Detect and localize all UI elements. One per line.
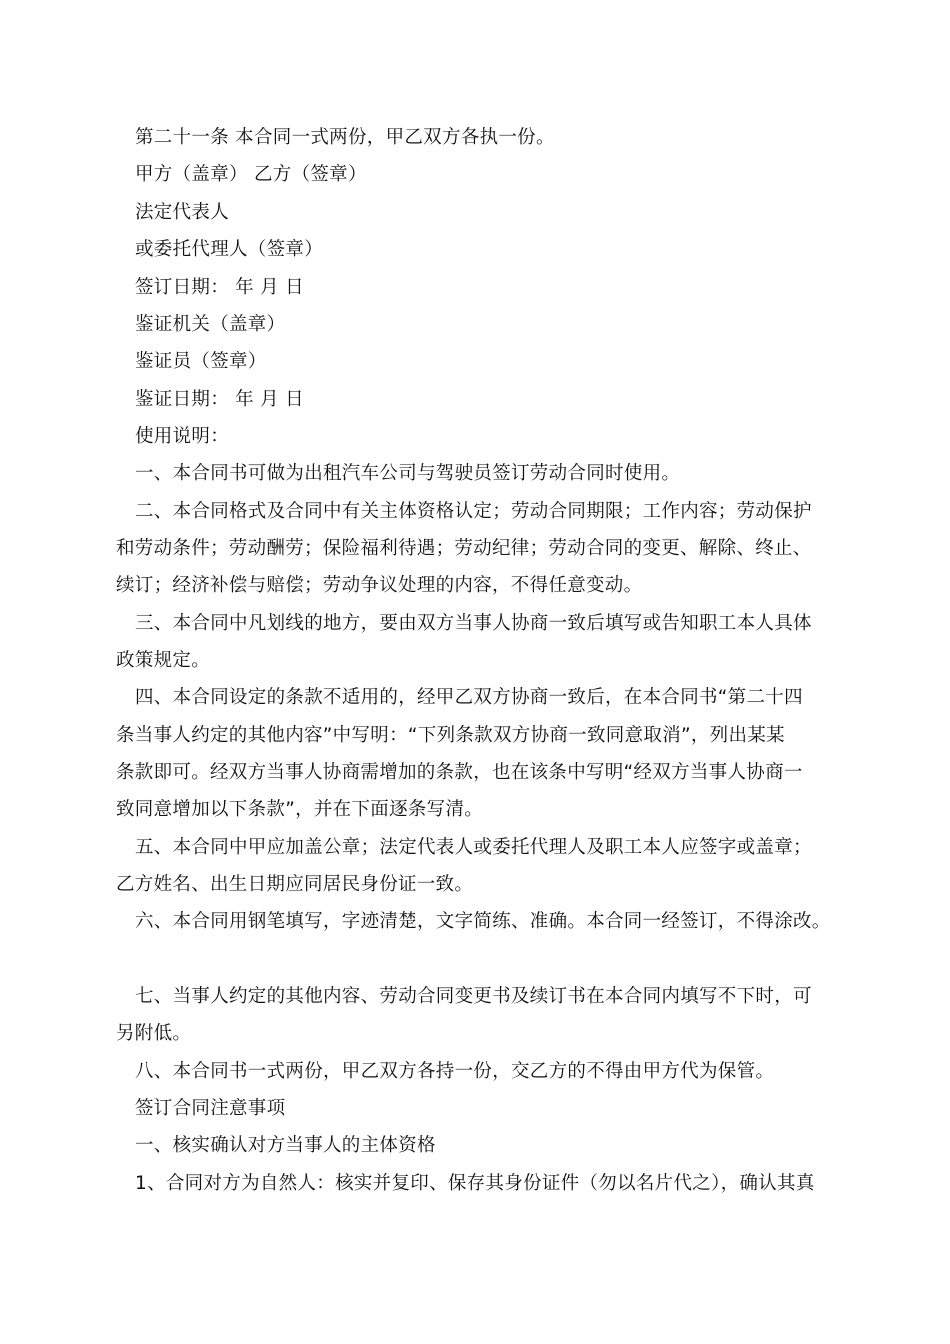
usage-note-2-line-2: 和劳动条件；劳动酬劳；保险福利待遇；劳动纪律；劳动合同的变更、解除、终止、 [116, 538, 812, 559]
precautions-heading: 签订合同注意事项 [135, 1098, 286, 1119]
usage-note-4-line-1: 四、本合同设定的条款不适用的，经甲乙双方协商一致后，在本合同书“第二十四 [135, 687, 803, 708]
precaution-item-1: 1、合同对方为自然人：核实并复印、保存其身份证件（勿以名片代之），确认其真 [135, 1173, 815, 1194]
usage-note-8: 八、本合同书一式两份，甲乙双方各持一份，交乙方的不得由甲方代为保管。 [135, 1061, 775, 1082]
certification-date: 鉴证日期： 年 月 日 [135, 389, 304, 410]
usage-note-3-line-2: 政策规定。 [116, 650, 211, 671]
usage-notes-heading: 使用说明： [135, 426, 230, 447]
usage-note-6: 六、本合同用钢笔填写，字迹清楚，文字简练、准确。本合同一经签订，不得涂改。 [135, 911, 831, 932]
usage-note-4-line-3: 条款即可。经双方当事人协商需增加的条款，也在该条中写明“经双方当事人协商一 [116, 762, 803, 783]
usage-note-5-line-2: 乙方姓名、出生日期应同居民身份证一致。 [116, 874, 474, 895]
usage-note-5-line-1: 五、本合同中甲应加盖公章；法定代表人或委托代理人及职工本人应签字或盖章； [135, 837, 812, 858]
certifier: 鉴证员（签章） [135, 351, 267, 372]
precaution-section-1: 一、核实确认对方当事人的主体资格 [135, 1135, 436, 1156]
usage-note-4-line-2: 条当事人约定的其他内容”中写明：“下列条款双方协商一致同意取消”，列出某某 [116, 725, 785, 746]
usage-note-2-line-3: 续订；经济补偿与赔偿；劳动争议处理的内容，不得任意变动。 [116, 575, 643, 596]
authorized-agent: 或委托代理人（签章） [135, 239, 324, 260]
usage-note-3-line-1: 三、本合同中凡划线的地方，要由双方当事人协商一致后填写或告知职工本人具体 [135, 613, 812, 634]
legal-representative: 法定代表人 [135, 202, 230, 223]
signing-date: 签订日期： 年 月 日 [135, 277, 304, 298]
certification-authority: 鉴证机关（盖章） [135, 314, 286, 335]
usage-note-2-line-1: 二、本合同格式及合同中有关主体资格认定；劳动合同期限；工作内容；劳动保护 [135, 501, 812, 522]
usage-note-1: 一、本合同书可做为出租汽车公司与驾驶员签订劳动合同时使用。 [135, 463, 681, 484]
signature-party-a-b: 甲方（盖章） 乙方（签章） [135, 164, 367, 185]
article-21: 第二十一条 本合同一式两份，甲乙双方各执一份。 [135, 127, 555, 148]
usage-note-7-line-1: 七、当事人约定的其他内容、劳动合同变更书及续订书在本合同内填写不下时，可 [135, 986, 812, 1007]
usage-note-4-line-4: 致同意增加以下条款”，并在下面逐条写清。 [116, 799, 484, 820]
usage-note-7-line-2: 另附低。 [116, 1023, 192, 1044]
